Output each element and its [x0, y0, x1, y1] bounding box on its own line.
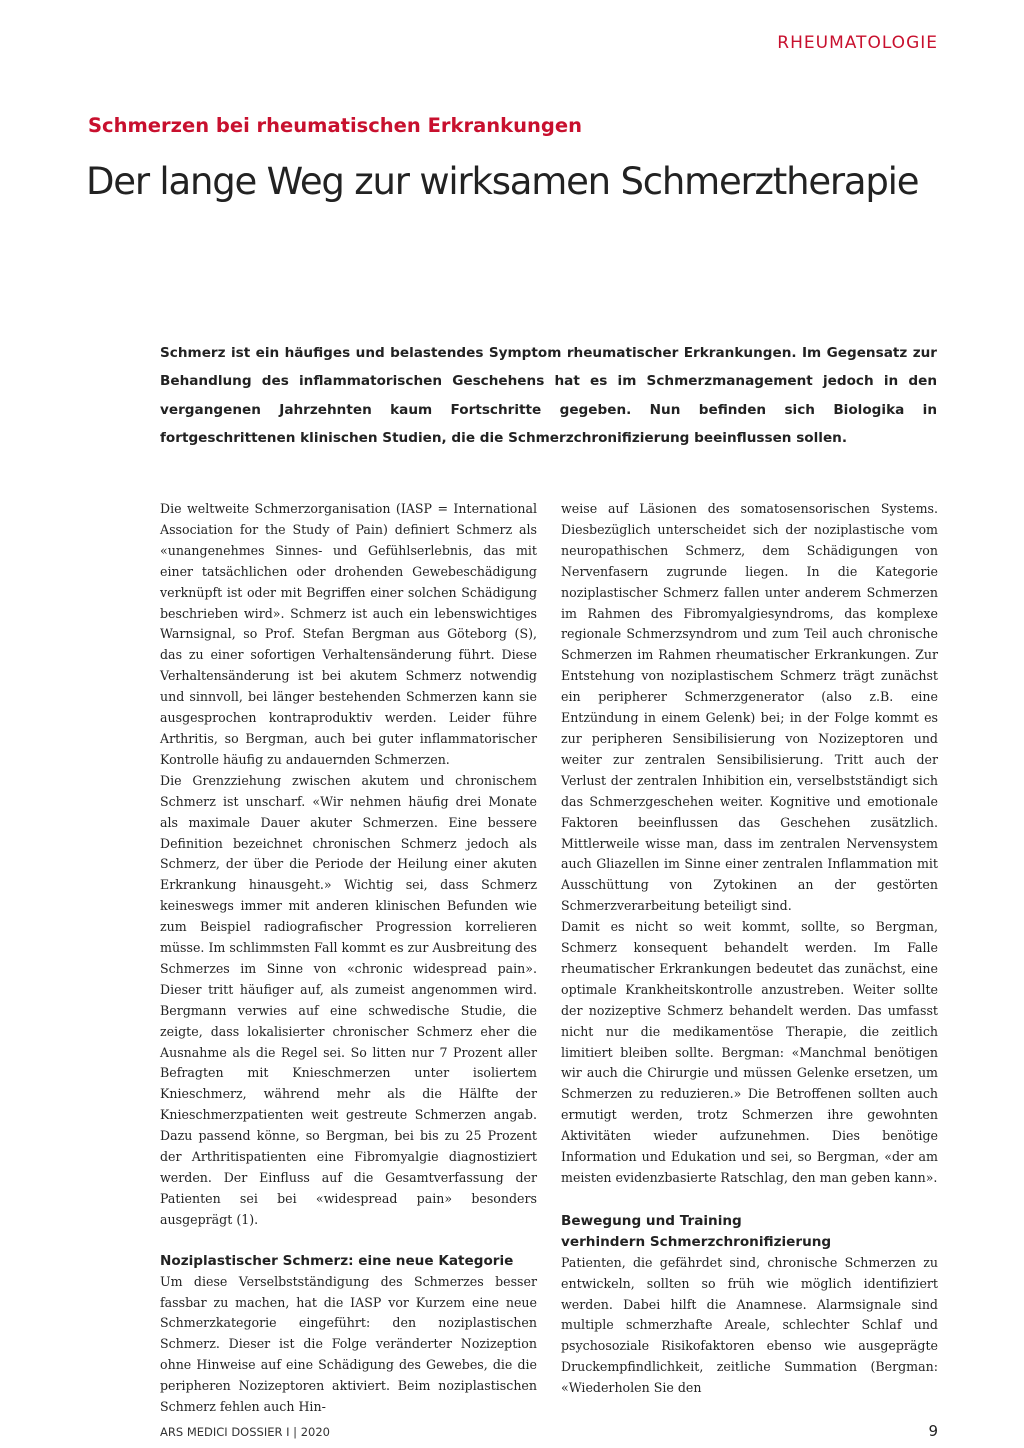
- paragraph: Patienten, die gefährdet sind, chronische Schmerzen zu entwickeln, sollten so früh wie möglich identifiziert werden. Dabei hilft die Anamnese. Alarmsignale sind multiple schmerzhafte Areale, schlechter Schlaf und psychosoziale Risikofaktoren ebenso wie ausgeprägte Druckempfindlichkeit, zeitliche Summation (Bergman: «Wiederholen Sie den: [561, 1254, 938, 1396]
- article-lead: Schmerz ist ein häufiges und belastendes Symptom rheumatischer Erkrankungen. Im Gegensatz zur Behandlung des inflammatorischen Geschehens hat es im Schmerzmanagement jedoch in den vergangenen Jahrzehnten kaum Fortschritte gegeben. Nun befinden sich Biologika in fortgeschrittenen klinischen Studien, die die Schmerzchronifizierung beeinflussen sollen.: [160, 345, 937, 447]
- subheading: Noziplastischer Schmerz: eine neue Kategorie: [160, 1252, 514, 1269]
- paragraph: Die Grenzziehung zwischen akutem und chronischem Schmerz ist unscharf. «Wir nehmen häufig drei Monate als maximale Dauer akuter Schmerzen. Eine bessere Definition bezeichnet chronischen Schmerz jedoch als Schmerz, der über die Periode der Heilung einer akuten Erkrankung hinausgeht.» Wichtig sei, dass Schmerz keineswegs immer mit anderen klinischen Befunden wie zum Beispiel radiografischer Progression korrelieren müsse. Im schlimmsten Fall kommt es zur Ausbreitung des Schmerzes im Sinne von «chronic widespread pain». Dieser tritt häufiger auf, als zumeist angenommen wird. Bergmann verwies auf eine schwedische Studie, die zeigte, dass lokalisierter chronischer Schmerz eher die Ausnahme als die Regel sei. So litten nur 7 Prozent aller Befragten mit Knieschmerzen unter isoliertem Knieschmerz, während mehr als die Hälfte der Knieschmerzpatienten weit gestreute Schmerzen angab. Dazu passend könne, so Bergman, bei bis zu 25 Prozent der Arthritispatienten eine Fibromyalgie diagnostiziert werden. Der Einfluss auf die Gesamtverfassung der Patienten sei bei «widespread pain» besonders ausgeprägt (1).: [160, 772, 537, 1227]
- right-column: [561, 499, 938, 1399]
- article-title: Der lange Weg zur wirksamen Schmerztherapie: [86, 160, 919, 203]
- footer-journal: ARS MEDICI DOSSIER I | 2020: [160, 1425, 330, 1439]
- article-kicker: Schmerzen bei rheumatischen Erkrankungen: [88, 114, 582, 137]
- subheading-line: verhindern Schmerzchronifizierung: [561, 1233, 832, 1250]
- subheading-line: Bewegung und Training: [561, 1212, 742, 1229]
- page-number: 9: [928, 1422, 938, 1440]
- paragraph: Um diese Verselbstständigung des Schmerzes besser fassbar zu machen, hat die IASP vor Kurzem eine neue Schmerzkategorie eingeführt: den noziplastischen Schmerz. Dieser ist die Folge veränderter Nozizeption ohne Hinweise auf eine Schädigung des Gewebes, die die peripheren Nozizeptoren aktiviert. Beim noziplastischen Schmerz fehlen auch Hin-: [160, 1273, 537, 1415]
- subheading: [561, 1211, 938, 1253]
- left-column: [160, 499, 537, 1418]
- section-label: RHEUMATOLOGIE: [777, 33, 938, 53]
- paragraph: Die weltweite Schmerzorganisation (IASP = International Association for the Study of Pain) definiert Schmerz als «unangenehmes Sinnes- und Gefühlserlebnis, das mit einer tatsächlichen oder drohenden Gewebeschädigung verknüpft ist oder mit Begriffen einer solchen Schädigung beschrieben wird». Schmerz ist auch ein lebenswichtiges Warnsignal, so Prof. Stefan Bergman aus Göteborg (S), das zu einer sofortigen Verhaltensänderung führt. Diese Verhaltensänderung ist bei akutem Schmerz notwendig und sinnvoll, bei länger bestehenden Schmerzen kann sie ausgesprochen kontraproduktiv werden. Leider führe Arthritis, so Bergman, auch bei guter inflammatorischer Kontrolle häufig zu andauernden Schmerzen.: [160, 501, 537, 767]
- paragraph: Damit es nicht so weit kommt, sollte, so Bergman, Schmerz konsequent behandelt werden. Im Falle rheumatischer Erkrankungen bedeutet das zunächst, eine optimale Krankheitskontrolle anzustreben. Weiter sollte der nozizeptive Schmerz behandelt werden. Das umfasst nicht nur die medikamentöse Therapie, die zeitlich limitiert bleiben sollte. Bergman: «Manchmal benötigen wir auch die Chirurgie und müssen Gelenke ersetzen, um Schmerzen zu reduzieren.» Die Betroffenen sollten auch ermutigt werden, trotz Schmerzen ihre gewohnten Aktivitäten wieder aufzunehmen. Dies benötige Information und Edukation und sei, so Bergman, «der am meisten evidenzbasierte Ratschlag, den man geben kann».: [561, 919, 938, 1185]
- paragraph: weise auf Läsionen des somatosensorischen Systems. Diesbezüglich unterscheidet sich der noziplastische vom neuropathischen Schmerz, dem Schädigungen von Nervenfasern zugrunde liegen. In die Kategorie noziplastischer Schmerz fallen unter anderem Schmerzen im Rahmen des Fibromyalgiesyndroms, das komplexe regionale Schmerzsyndrom und zum Teil auch chronische Schmerzen im Rahmen rheumatischer Erkrankungen. Zur Entstehung von noziplastischem Schmerz trägt zunächst ein peripherer Schmerzgenerator (also z.B. eine Entzündung in einem Gelenk) bei; in der Folge kommt es zur peripheren Sensibilisierung von Nozizeptoren und weiter zur zentralen Sensibilisierung. Tritt auch der Verlust der zentralen Inhibition ein, verselbstständigt sich das Schmerzgeschehen weiter. Kognitive und emotionale Faktoren beeinflussen das Geschehen zusätzlich. Mittlerweile wisse man, dass im zentralen Nervensystem auch Gliazellen im Sinne einer zentralen Inflammation mit Ausschüttung von Zytokinen an der gestörten Schmerzverarbeitung beteiligt sind.: [561, 501, 938, 914]
